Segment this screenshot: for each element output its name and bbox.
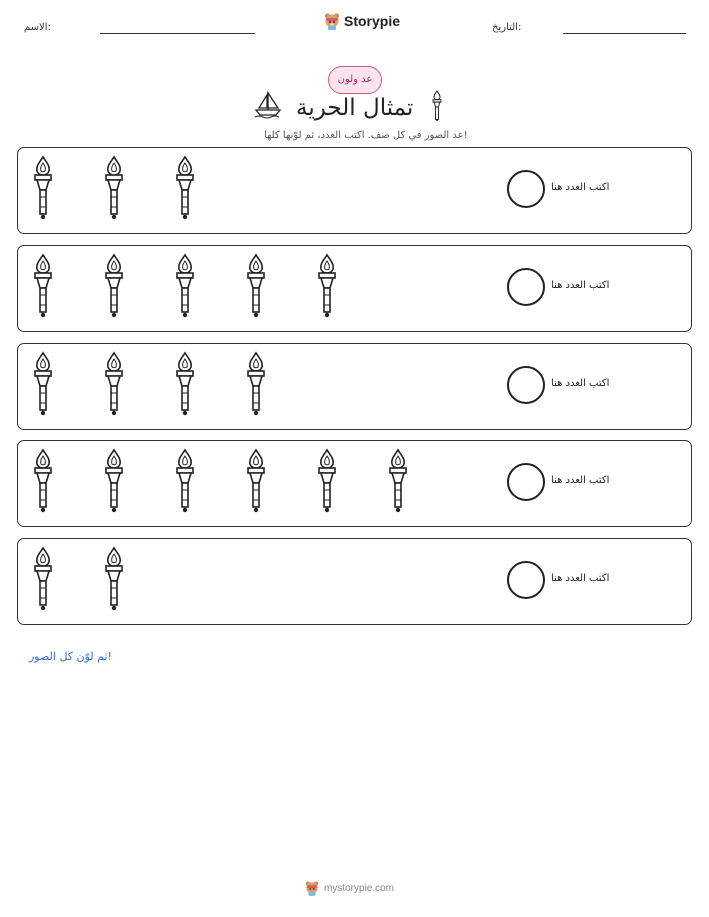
count-row: [17, 440, 692, 527]
footer-note: ثم لوّن كل الصور!: [29, 650, 112, 663]
torch-icon: [385, 448, 411, 514]
count-row: [17, 147, 692, 234]
torch-icon: [243, 448, 269, 514]
answer-label: اكتب العدد هنا: [551, 573, 610, 584]
count-row: [17, 538, 692, 625]
count-row: [17, 343, 692, 430]
footer: [305, 880, 394, 896]
torch-icon: [243, 253, 269, 319]
torch-icon: [30, 546, 56, 612]
answer-label: اكتب العدد هنا: [551, 280, 610, 291]
torch-icon: [101, 253, 127, 319]
torch-icon: [30, 351, 56, 417]
torch-icon: [243, 351, 269, 417]
count-row: [17, 245, 692, 332]
brand-logo: [324, 12, 400, 30]
torch-icon: [101, 448, 127, 514]
answer-circle[interactable]: [507, 561, 545, 599]
answer-label: اكتب العدد هنا: [551, 182, 610, 193]
torch-icon: [30, 253, 56, 319]
torch-icon: [314, 253, 340, 319]
torch-icon: [172, 448, 198, 514]
answer-circle[interactable]: [507, 170, 545, 208]
answer-circle[interactable]: [507, 366, 545, 404]
torch-icon: [101, 546, 127, 612]
bear-logo-icon: [305, 880, 319, 896]
bear-logo-icon: [324, 12, 340, 30]
torch-icon: [101, 155, 127, 221]
instructions: عد الصور في كل صف. اكتب العدد، ثم لوّنها كلها!: [264, 130, 468, 141]
date-label: التاريخ:: [492, 22, 522, 33]
torch-icon: [101, 351, 127, 417]
brand-name: Storypie: [344, 13, 401, 29]
torch-icon: [172, 155, 198, 221]
torch-icon: [172, 253, 198, 319]
answer-label: اكتب العدد هنا: [551, 378, 610, 389]
answer-circle[interactable]: [507, 463, 545, 501]
torch-icon: [30, 448, 56, 514]
torch-icon: [430, 90, 444, 122]
torch-icon: [314, 448, 340, 514]
name-field-line[interactable]: [100, 33, 255, 34]
footer-url[interactable]: mystorypie.com: [324, 882, 395, 894]
answer-label: اكتب العدد هنا: [551, 475, 610, 486]
name-label: الاسم:: [24, 22, 51, 33]
torch-icon: [30, 155, 56, 221]
sailboat-icon: [253, 89, 283, 119]
torch-icon: [172, 351, 198, 417]
activity-badge: عد ولون: [328, 66, 382, 94]
answer-circle[interactable]: [507, 268, 545, 306]
date-field-line[interactable]: [563, 33, 686, 34]
page-title: تمثال الحرية: [296, 95, 414, 121]
